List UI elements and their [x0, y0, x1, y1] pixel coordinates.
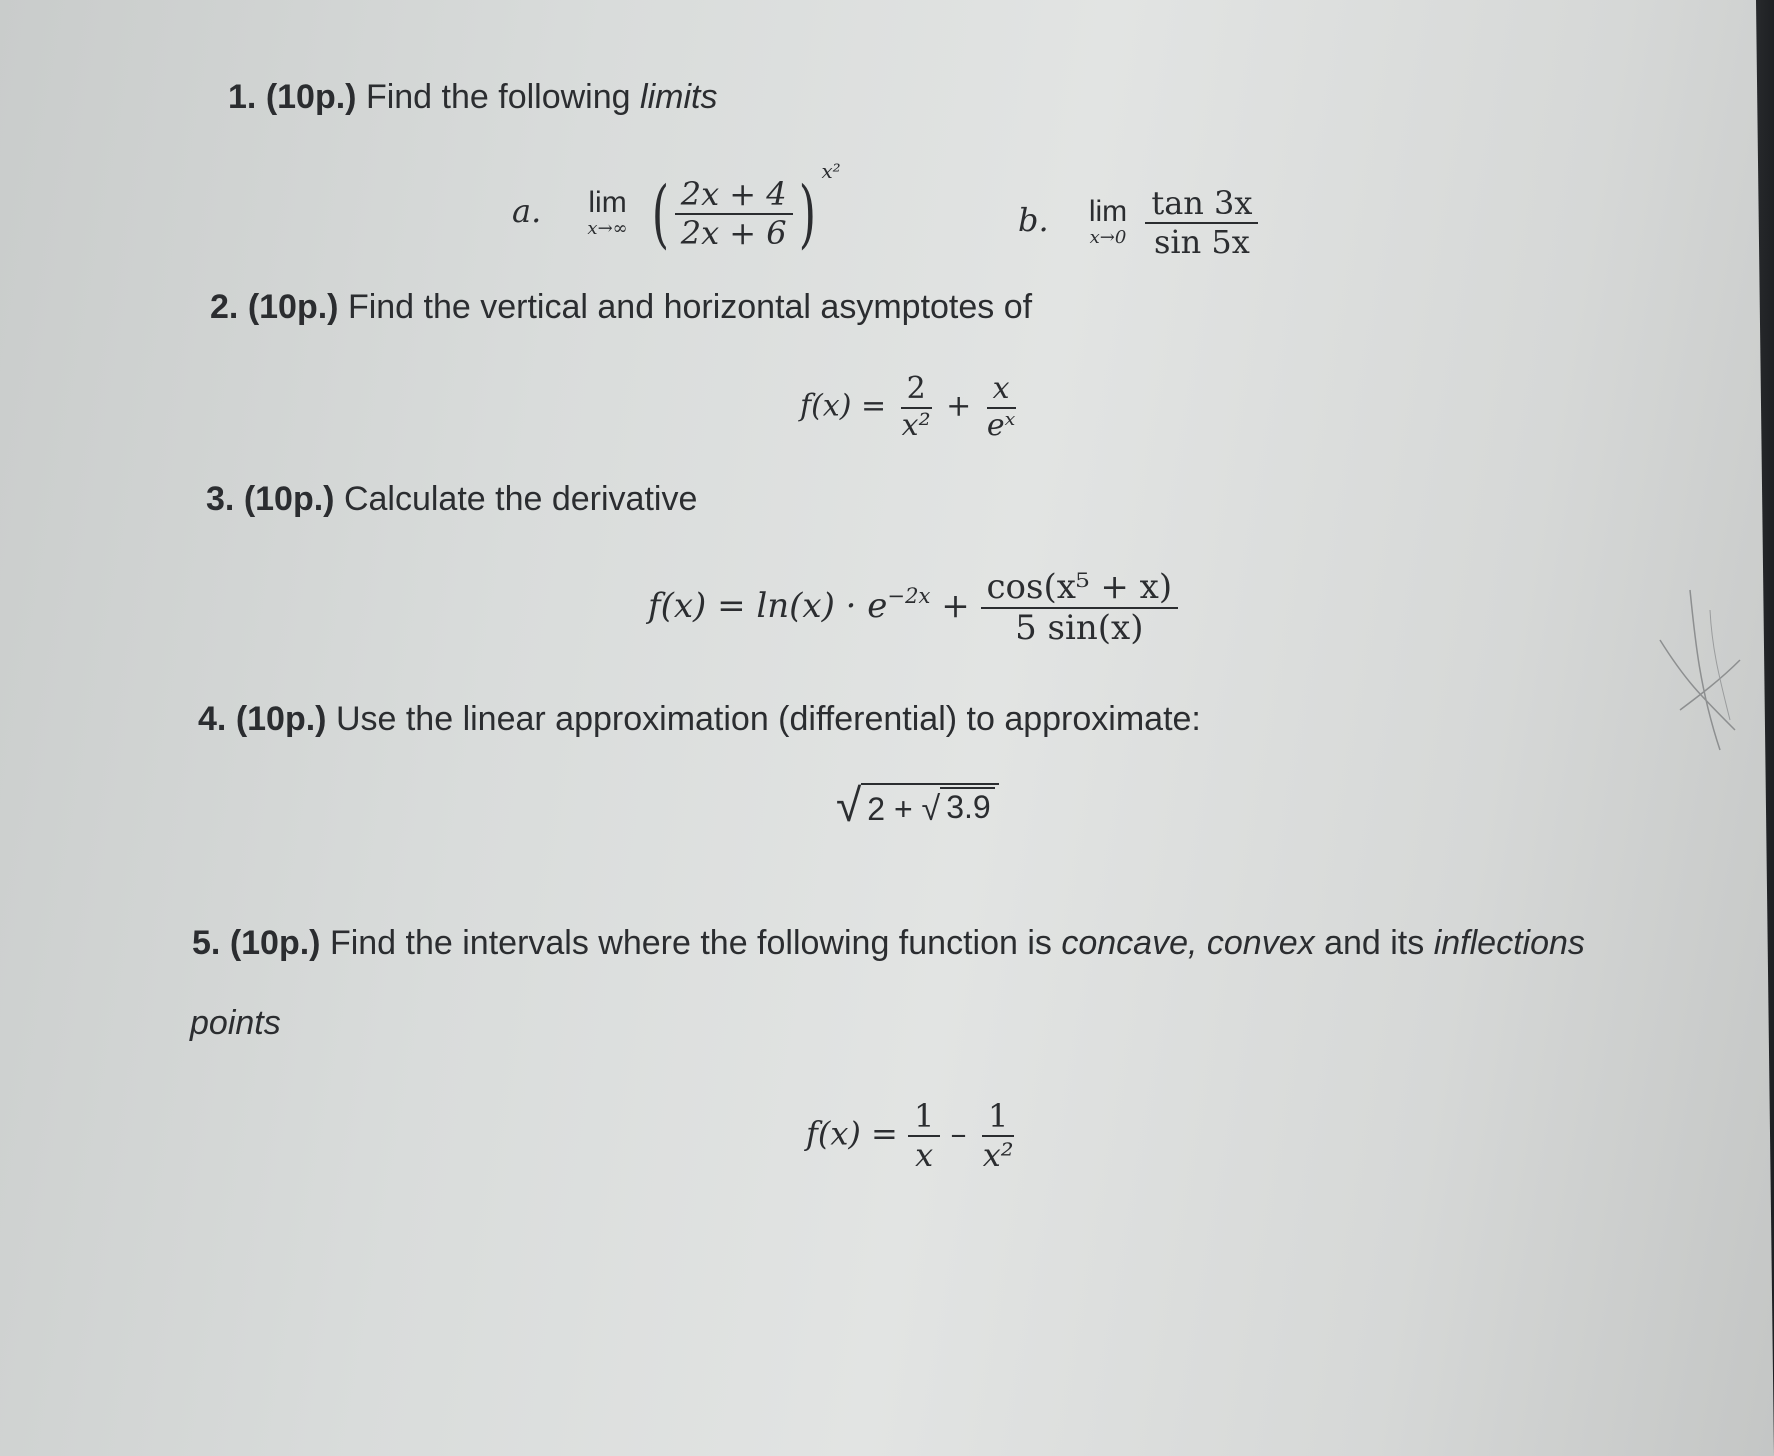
q2-points: (10p.) — [247, 288, 339, 326]
q1-points: (10p.) — [265, 78, 357, 116]
question-2 — [210, 288, 1032, 327]
q1a-expression: a. lim x→∞ ( $\frac{2x + 4}{2x + 6}$ ) $^{x^2}$ — [512, 160, 841, 257]
q5-number: 5. — [192, 924, 221, 962]
question-1 — [228, 78, 717, 117]
q1b-expression — [1018, 185, 1258, 261]
question-5-cont: points — [190, 1004, 281, 1042]
q3-formula: $f(x) = \ln(x) \cdot e^{-2x}$ + $\frac{\text{cos(x⁵ + x)}}{5 \sin(x)}$ — [648, 568, 1178, 648]
q1-text: Find the following — [365, 78, 631, 116]
q1a-label: a. — [512, 192, 542, 230]
question-3 — [206, 480, 697, 519]
q4-formula: √ 2 + √ 3.9 — [836, 782, 999, 829]
q1-number: 1. — [228, 78, 257, 116]
q5-points: (10p.) — [229, 924, 321, 962]
q1-emph: limits — [640, 78, 718, 116]
q3-points: (10p.) — [243, 480, 335, 518]
q1b-label: b. — [1018, 201, 1049, 240]
pencil-scribble — [1640, 580, 1750, 770]
q3-text: Calculate the derivative — [343, 480, 698, 518]
question-4 — [198, 700, 1201, 739]
q2-text: Find the vertical and horizontal asymptotes of — [347, 288, 1033, 326]
q1a-exponent: x² — [821, 160, 841, 183]
q3-number: 3. — [206, 480, 235, 518]
q1b-fraction: $\frac{\tan 3x}{\sin 5x}$ — [1145, 185, 1258, 261]
q1b-lim: lim x→0 — [1088, 195, 1128, 248]
q4-number: 4. — [198, 700, 227, 738]
q4-text: Use the linear approximation (differential) to approximate: — [335, 700, 1201, 738]
q2-formula: f(x) = $\frac{2}{\text{x²}}$ + $\frac{x}{\text{eˣ}}$ — [800, 371, 1016, 443]
q1a-fraction: $\frac{2x + 4}{2x + 6}$ — [675, 176, 793, 252]
q1a-lim: lim x→∞ — [587, 185, 628, 239]
question-5: 5. (10p.) Find the intervals where the following function is concave, convex and its inflections — [192, 924, 1585, 962]
q5-text: Find the intervals where the following function is — [329, 924, 1052, 962]
q5-formula: f(x) = $\frac{1}{x}$ – $\frac{1}{\text{x²}}$ — [806, 1097, 1014, 1174]
q2-number: 2. — [210, 288, 239, 326]
q4-points: (10p.) — [235, 700, 327, 738]
